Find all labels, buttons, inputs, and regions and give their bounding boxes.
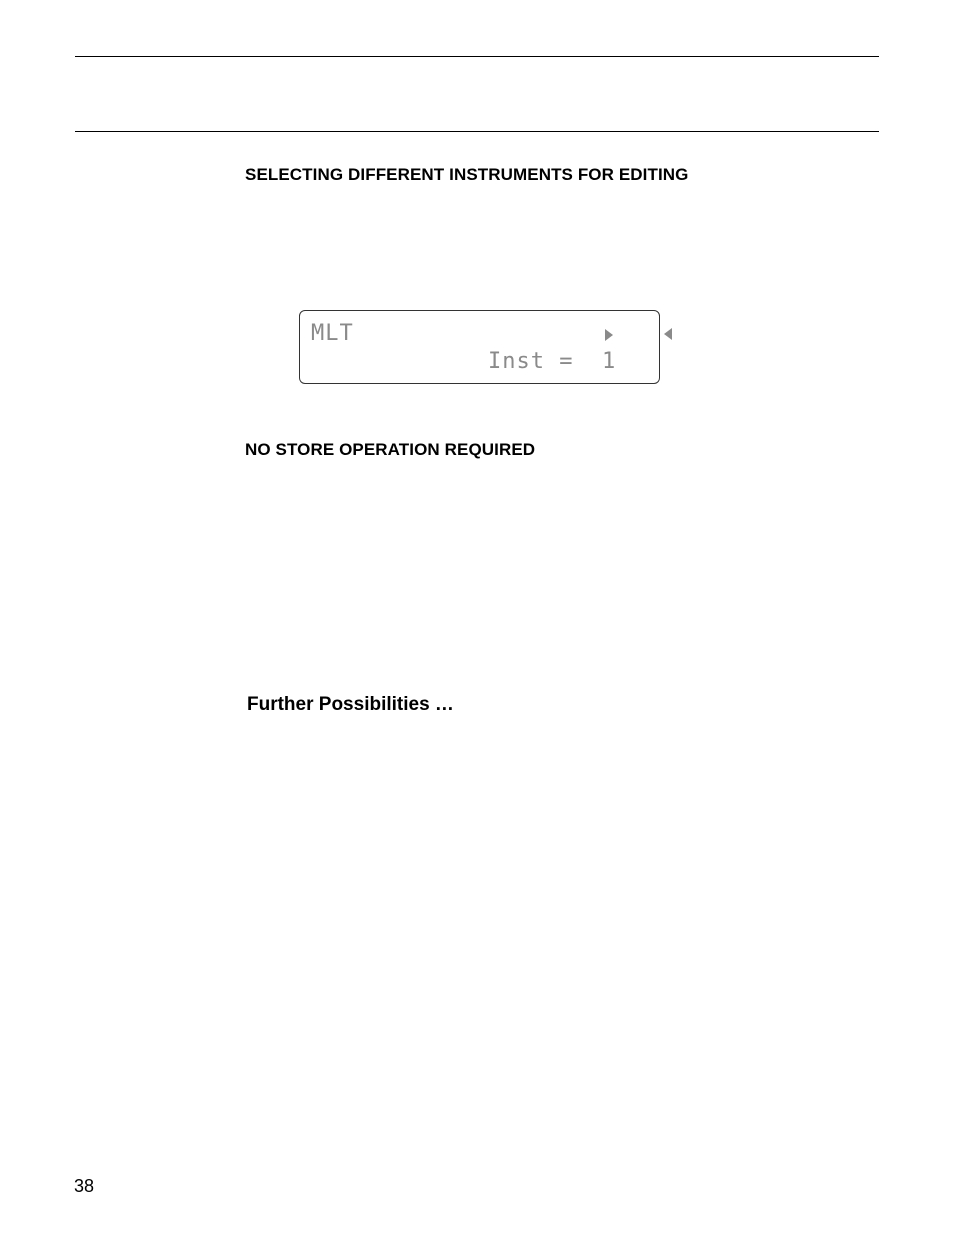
- top-rule: [75, 56, 879, 57]
- lcd-display: [299, 310, 660, 384]
- section-heading: SELECTING DIFFERENT INSTRUMENTS FOR EDITING: [245, 165, 689, 184]
- lcd-parameter-value: 1: [602, 349, 617, 374]
- page-number: 38: [74, 1176, 95, 1196]
- lcd-parameter-label: Inst =: [488, 349, 574, 374]
- lcd-mode-text: MLT: [311, 321, 354, 346]
- triangle-right-icon: [605, 329, 613, 341]
- subheading: Further Possibilities …: [247, 694, 454, 715]
- header-rule: [75, 131, 879, 132]
- triangle-left-icon: [664, 328, 672, 340]
- note-heading: NO STORE OPERATION REQUIRED: [245, 440, 536, 459]
